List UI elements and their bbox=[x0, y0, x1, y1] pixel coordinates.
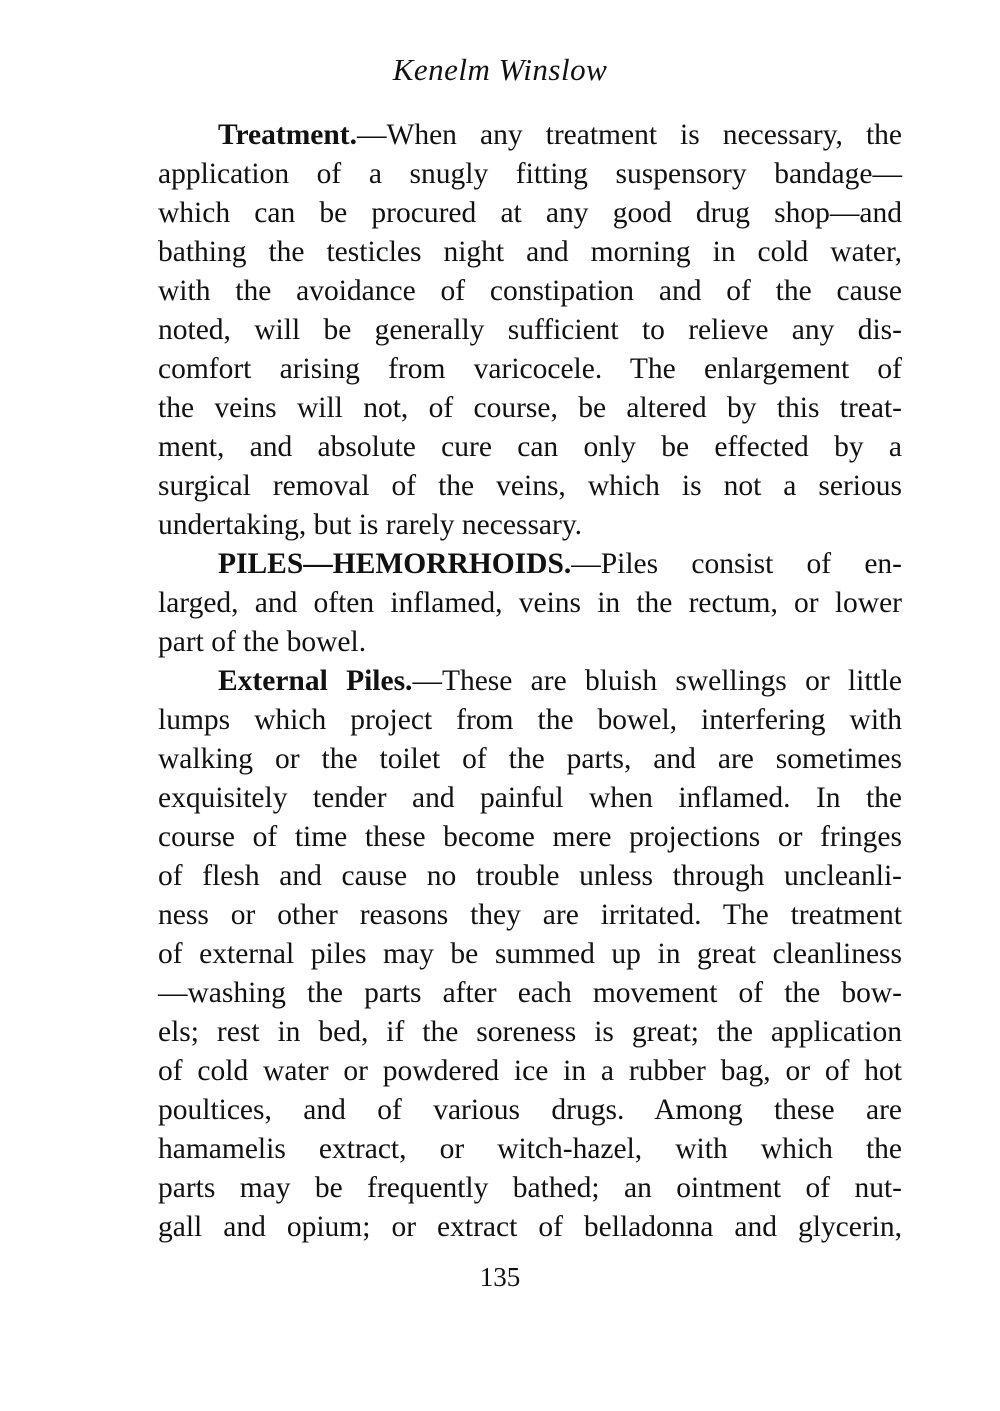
line-text: lumps which project from the bowel, interfering with bbox=[158, 704, 902, 736]
line-text: course of time these become mere projections or fringes bbox=[158, 821, 902, 853]
text-line bbox=[158, 389, 902, 428]
line-text: of cold water or powdered ice in a rubber bag, or of hot bbox=[158, 1055, 902, 1087]
text-line bbox=[158, 818, 902, 857]
line-text: bathing the testicles night and morning in cold water, bbox=[158, 236, 902, 268]
line-text: with the avoidance of constipation and of the cause bbox=[158, 275, 902, 307]
line-text: els; rest in bed, if the soreness is great; the application bbox=[158, 1016, 902, 1048]
line-text: hamamelis extract, or witch-hazel, with which the bbox=[158, 1133, 902, 1165]
line-text: application of a snugly fitting suspensory bandage— bbox=[158, 158, 902, 190]
line-text: of external piles may be summed up in great cleanliness bbox=[158, 938, 902, 970]
text-line bbox=[158, 623, 902, 662]
text-line bbox=[158, 545, 902, 584]
line-text: larged, and often inflamed, veins in the rectum, or lower bbox=[158, 587, 902, 619]
text-line bbox=[158, 194, 902, 233]
line-text: —Piles consist of en- bbox=[571, 548, 902, 580]
paragraph-lead: Treatment. bbox=[218, 119, 357, 151]
line-text: surgical removal of the veins, which is not a serious bbox=[158, 470, 902, 502]
text-line bbox=[158, 779, 902, 818]
text-line bbox=[158, 233, 902, 272]
text-line bbox=[158, 1169, 902, 1208]
line-text: which can be procured at any good drug shop—and bbox=[158, 197, 902, 229]
paragraph bbox=[158, 662, 902, 1247]
text-line bbox=[158, 701, 902, 740]
text-line bbox=[158, 857, 902, 896]
text-line bbox=[158, 1052, 902, 1091]
page-number: 135 bbox=[479, 1262, 521, 1292]
text-line bbox=[158, 935, 902, 974]
line-text: of flesh and cause no trouble unless through uncleanli- bbox=[158, 860, 902, 892]
text-line bbox=[158, 116, 902, 155]
line-text: —washing the parts after each movement of the bow- bbox=[158, 977, 902, 1009]
line-text: —When any treatment is necessary, the bbox=[357, 119, 902, 151]
text-line bbox=[158, 1013, 902, 1052]
line-text: ment, and absolute cure can only be effected by a bbox=[158, 431, 902, 463]
paragraph-lead: PILES—HEMORRHOIDS. bbox=[218, 548, 572, 580]
line-text: the veins will not, of course, be altered by this treat- bbox=[158, 392, 902, 424]
text-line bbox=[158, 272, 902, 311]
text-line bbox=[158, 1130, 902, 1169]
line-text: part of the bowel. bbox=[158, 626, 367, 658]
running-header: Kenelm Winslow bbox=[392, 52, 608, 87]
text-line bbox=[158, 1091, 902, 1130]
text-line bbox=[158, 974, 902, 1013]
line-text: parts may be frequently bathed; an ointment of nut- bbox=[158, 1172, 902, 1204]
line-text: —These are bluish swellings or little bbox=[412, 665, 902, 697]
line-text: poultices, and of various drugs. Among these are bbox=[158, 1094, 902, 1126]
text-line bbox=[158, 467, 902, 506]
text-line bbox=[158, 662, 902, 701]
text-line bbox=[158, 896, 902, 935]
text-line bbox=[158, 1208, 902, 1247]
page-body bbox=[158, 116, 902, 1247]
paragraph bbox=[158, 545, 902, 662]
line-text: noted, will be generally sufficient to relieve any dis- bbox=[158, 314, 902, 346]
text-line bbox=[158, 584, 902, 623]
text-line bbox=[158, 350, 902, 389]
line-text: exquisitely tender and painful when inflamed. In the bbox=[158, 782, 902, 814]
line-text: gall and opium; or extract of belladonna and glycerin, bbox=[158, 1211, 902, 1243]
text-line bbox=[158, 155, 902, 194]
text-line bbox=[158, 311, 902, 350]
line-text: walking or the toilet of the parts, and are sometimes bbox=[158, 743, 902, 775]
paragraph bbox=[158, 116, 902, 545]
line-text: ness or other reasons they are irritated. The treatment bbox=[158, 899, 902, 931]
text-line bbox=[158, 506, 902, 545]
line-text: undertaking, but is rarely necessary. bbox=[158, 509, 583, 541]
line-text: comfort arising from varicocele. The enlargement of bbox=[158, 353, 902, 385]
paragraph-lead: External Piles. bbox=[218, 665, 413, 697]
text-line bbox=[158, 740, 902, 779]
text-line bbox=[158, 428, 902, 467]
